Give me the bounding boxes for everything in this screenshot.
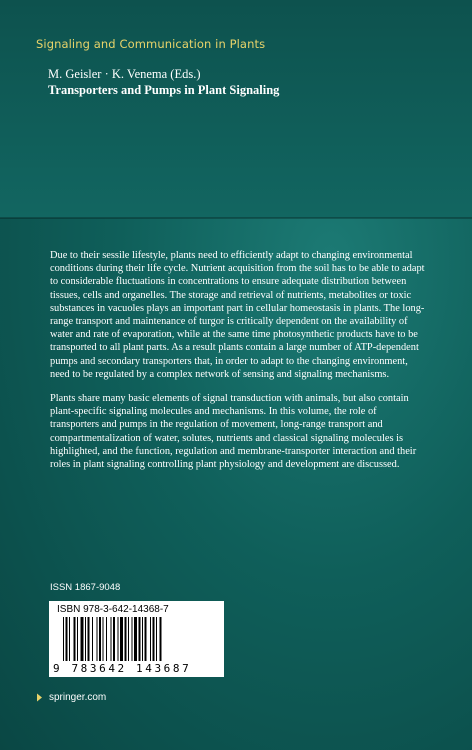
- publisher-link[interactable]: [36, 692, 106, 703]
- barcode-image: [63, 617, 213, 663]
- publisher-link-label: springer.com: [49, 692, 107, 703]
- issn: ISSN 1867-9048: [50, 582, 121, 593]
- series-title: Signaling and Communication in Plants: [36, 37, 266, 51]
- description-paragraph-1: Due to their sessile lifestyle, plants need to efficiently adapt to changing environmental conditions during their life cycle. Nutrient acquisition from the soil has to be able to adapt to considerable fluctuations in concentrations to ensure adequate distribution between tissues, cells and organelles. The storage and retrieval of nutrients, metabolites or toxic substances in vacuoles plays an important part in cellular homeostasis in plants. The long-range transport and maintenance of turgor is critically dependent on the availability of water and rate of evaporation, while at the same time photosynthetic products have to be transported to all plant parts. As a result plants contain a large number of ATP-dependent pumps and secondary transporters that, in order to adapt to the changing environment, need to be regulated by a complex network of sensing and signaling mechanisms.: [50, 250, 425, 380]
- book-title: Transporters and Pumps in Plant Signaling: [48, 83, 280, 97]
- header-band: [0, 0, 472, 218]
- isbn: ISBN 978-3-642-14368-7: [57, 604, 169, 615]
- chevron-right-icon: [36, 693, 43, 702]
- header-divider: [0, 217, 472, 219]
- barcode-digits: 9 783642 143687: [53, 662, 192, 675]
- description-paragraph-2: Plants share many basic elements of signal transduction with animals, but also contain plant-specific signaling molecules and mechanisms. In this volume, the role of transporters and pumps in the regulation of movement, long-range transport and compartmentalization of water, solutes, nutrients and classical signaling molecules is highlighted, and the function, regulation and membrane-transporter interaction and their roles in plant signaling controlling plant physiology and development are discussed.: [50, 393, 417, 471]
- barcode-panel: [49, 601, 224, 677]
- book-description: [50, 249, 428, 482]
- editors: M. Geisler · K. Venema (Eds.): [48, 67, 201, 81]
